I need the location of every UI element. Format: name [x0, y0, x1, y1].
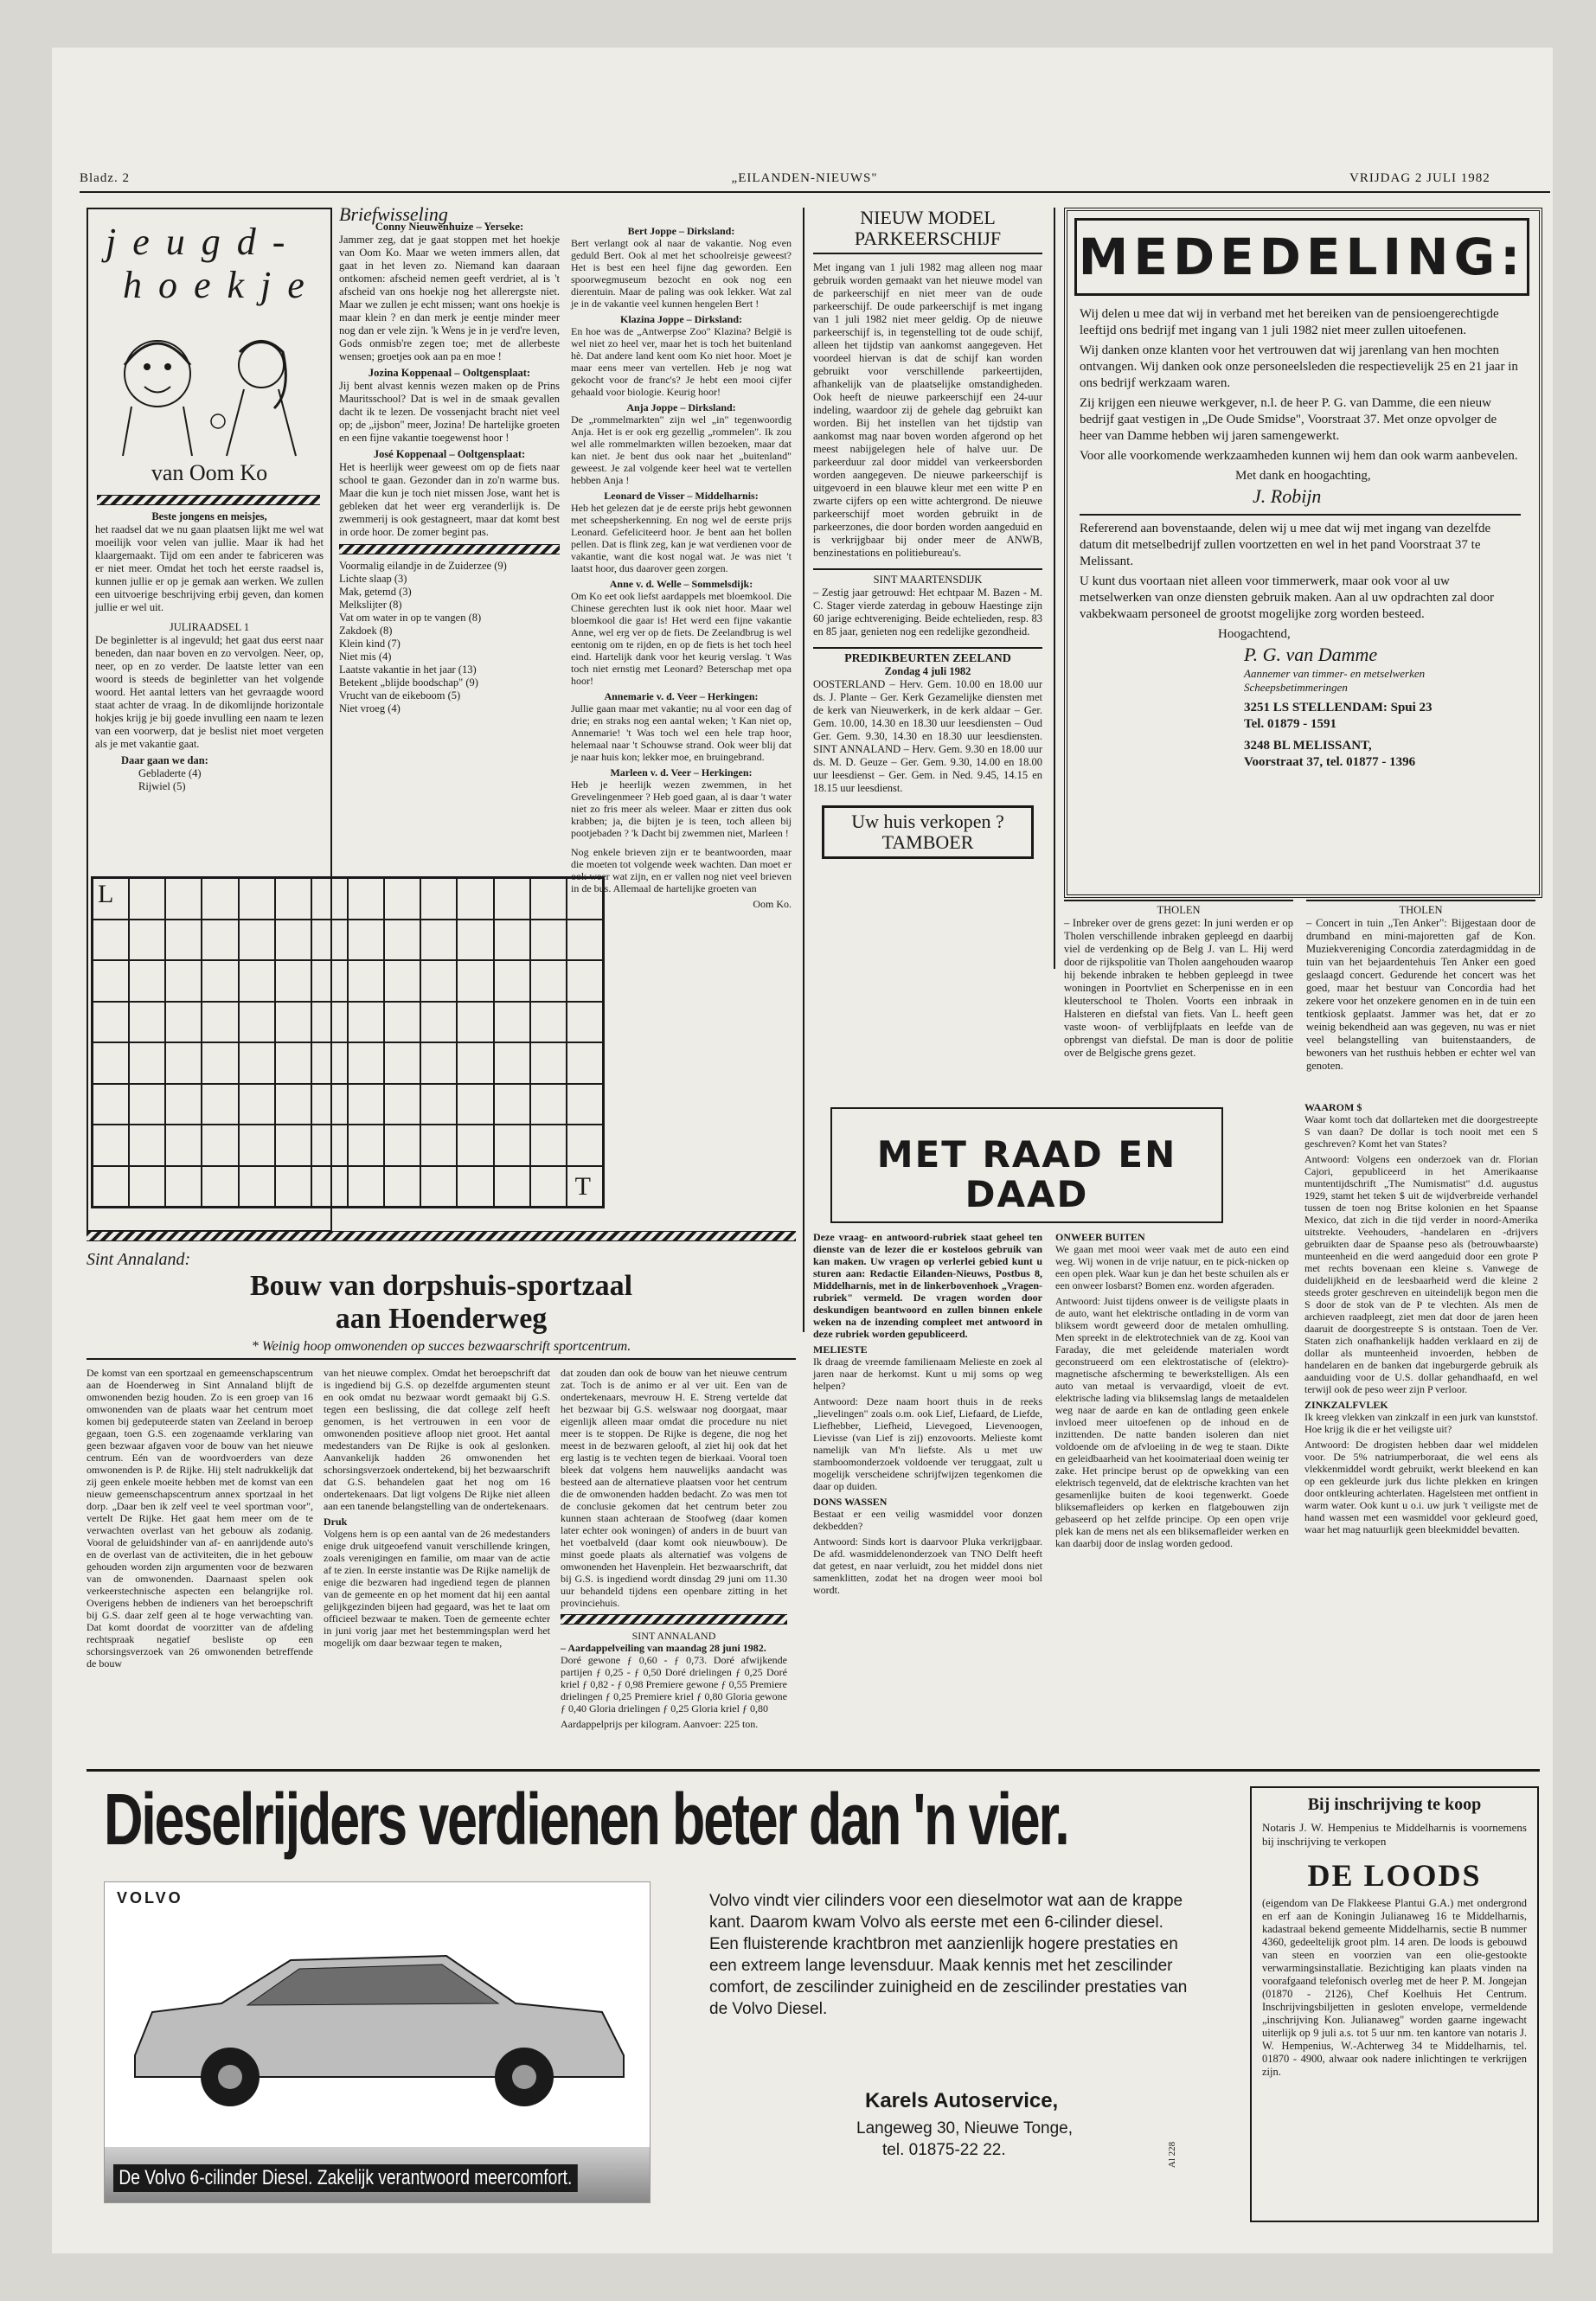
sintann-col2: [324, 1367, 550, 1734]
page-number: Bladz. 2: [80, 171, 130, 185]
briefwisseling-col1: [339, 203, 560, 715]
jeugd-intro: het raadsel dat we nu gaan plaatsen lijkt me wel wat moeilijk voor velen van jullie. Maar ik had het klaargemaakt. Tijd om een ander te fabriceren was er niet meer. Omdat het toch het eerste raadsel is, kunnen jullie er op je gemak aan werken. We zullen een uitvoerige beschrijving erbij geven, dan komen jullie er wel uit.: [95, 523, 324, 613]
sintann-col1: De komst van een sportzaal en gemeenschapscentrum aan de Hoenderweg in Sint Annaland blijft de omwonenden bezig houden. Zo is een groep van 16 omwonenden van de plaats waar het centrum moet komen bij gedeputeerde staten van Zeeland in beroep gegaan, toen G.S. een zogenaamde verklaring van geen bezwaar afgaven voor de bouw van het nieuwe centrum. Eén van de woordvoerders van deze omwonenden is P. de Rijke. Hij stelt nadrukkelijk dat zij geen enkele moeite hebben met de komst van een nieuw gemeenschapscentrum annex sportzaal in het dorp. „Daar ben ik zelf veel te veel sportman voor", vertelt De Rijke. Het gaat hem meer om de te verwachten overlast van het gebouw als zodanig. Vooral de geluidshinder van af- en aanrijdende auto's en de overlast van de activiteiten, die in het gebouw gehouden worden zijn argumenten voor de bezwaren van de omwonenden. Daarnaast spelen ook verkeerstechnische aspecten een belangrijke rol. Overigens hebben de indieners van het beroepschrift bij G.S. daar zelf geen al te hoge verwachting van. Dat komt doordat de voorzitter van de afdeling rechtspraak negatief besliste op een schorsingsverzoek van 26 omwonenden betreffende de bouw: [87, 1367, 313, 1670]
sintann-col3: [561, 1367, 787, 1734]
tholen-article-2: [1306, 900, 1535, 1076]
sintann2-sub: – Aardappelveiling van maandag 28 juni 1982.: [561, 1642, 766, 1654]
mededeling-p6: U kunt dus voortaan niet alleen voor timmerwerk, maar ook voor al uw metselwerken van onze diensten gebruik maken. Aan al uw opdrachten zal door vakbekwaam personeel de grootst mogelijke zorg worden besteed.: [1080, 574, 1494, 621]
raad-logo-text: MET RAAD EN DAAD: [876, 1133, 1177, 1215]
paper-name: „EILANDEN-NIEUWS": [731, 171, 878, 185]
clue: Vrucht van de eikeboom (5): [339, 689, 461, 702]
verkopen-line-1: Uw huis verkopen ?: [851, 811, 1004, 832]
brief-signature: Oom Ko.: [753, 898, 792, 910]
brief-head: Annemarie v. d. Veer – Herkingen:: [604, 690, 759, 702]
clue: Zakdoek (8): [339, 625, 393, 637]
brief-text-1: Jij bent alvast kennis wezen maken op de Prins Mauritsschool? Dat is wel in de smaak gevallen dacht ik te lezen. De vossenjacht bracht niet veel op; de „ijsbon" meer, Jozina! De hartelijke groeten en een fijne vakantie toegewenst hoor !: [339, 380, 560, 444]
volvo-ad: [87, 1778, 1237, 2227]
raad-a2: Antwoord: Sinds kort is daarvoor Pluka verkrijgbaar. De afd. wasmiddelenonderzoek van TNO Delft heeft dat getest, en naar verluidt, zou het middel dons niet samenklitten, zodat het na drogen weer mooi bol wordt.: [813, 1535, 1042, 1596]
raad-col2: [1055, 1231, 1289, 1553]
tholen2-title: THOLEN: [1306, 900, 1535, 917]
sintann-kicker: Sint Annaland:: [87, 1250, 191, 1269]
volvo-badge: VOLVO: [117, 1889, 183, 1907]
volvo-headline: Dieselrijders verdienen beter dan 'n vier.: [104, 1779, 1068, 1860]
brief-closing: Nog enkele brieven zijn er te beantwoorden, maar die moeten tot volgende week wachten. Dan moet er ook weer wat zijn, en er vallen nog niet veel brieven in de bus. Allemaal de hartelijke groeten van: [571, 846, 792, 894]
met-raad-en-daad-logo: [830, 1107, 1223, 1223]
brief-text-0: Jammer zeg, dat je gaat stoppen met het hoekje van Oom Ko. Maar we weten immers allen, dat gaat in het leven zo. Niemand kan daaraan ontkomen: afscheid nemen geeft verdriet, al is 't afscheid van ons hoekje nog het allerergste niet. Maar we zullen je echt missen; want ons hoekje is maar klein ? en dan merk je eentje minder meer nog dan er vele zijn. 'k Wens je in je verd're leven, Gods onmisb're zegen toe; met de allerbeste wensen; groetjes ook aan pa en moe !: [339, 234, 560, 362]
preek-title: PREDIKBEURTEN ZEELAND: [813, 647, 1042, 665]
mededeling-tel2: Voorstraat 37, tel. 01877 - 1396: [1244, 755, 1416, 769]
volvo-address: Langeweg 30, Nieuwe Tonge,: [856, 2119, 1074, 2138]
waarom-t: Waar komt toch dat dollarteken met die doorgestreepte S van daan? De dollar is toch nooit met een S geschreven? Komt het van States?: [1304, 1113, 1538, 1150]
waarom-q: WAAROM $: [1304, 1101, 1362, 1113]
mededeling-p4: Voor alle voorkomende werkzaamheden kunnen wij hem dan ook warm aanbevelen.: [1080, 449, 1518, 463]
brief-head: Leonard de Visser – Middelharnis:: [604, 490, 759, 502]
brief-head: Anne v. d. Welle – Sommelsdijk:: [609, 578, 753, 590]
brief-head-2: José Koppenaal – Ooltgensplaat:: [373, 448, 526, 460]
children-illustration: [97, 313, 322, 460]
volvo-body: Volvo vindt vier cilinders voor een dieselmotor wat aan de krappe kant. Daarom kwam Volvo als eerste met een 6-cilinder diesel. Een fluisterende krachtbron met aanzienlijk hogere prestaties en een extreem lange levensduur. Maak kennis met het zescilinder comfort, de zescilinder zuinigheid en de zescilinder prestaties van de Volvo Diesel.: [709, 1892, 1188, 2018]
jeugd-title-1: j e u g d -: [106, 221, 289, 263]
brief-text: De „rommelmarkten" zijn wel „in" tegenwoordig Anja. Het is er ook erg gezellig „rommelen". Ik zou wel alle rommelmarkten willen bezoeken, maar dat kan niet. Je bent dus ook naar het „buitenland" geweest. Je zal volgende keer heel wat te vertellen hebben Anja !: [571, 413, 792, 486]
raad-t3: We gaan met mooi weer vaak met de auto een eind weg. Wij wonen in de vrije natuur, en te pick-nicken op een open plek. Waar kun je dan het beste schuilen als er een onweer losbarst? Bomen enz. worden afgeraden.: [1055, 1243, 1289, 1292]
stmaartens-text: – Zestig jaar getrouwd: Het echtpaar M. Bazen - M. C. Stager vierde zaterdag in gebouw Haestinge zijn 60 jarige echtvereniging. Beide echtelieden, resp. 83 en 85 jaar, genieten nog een redelijke gezondheid.: [813, 586, 1042, 638]
raad-intro: Deze vraag- en antwoord-rubriek staat geheel ten dienste van de lezer die er kosteloos gebruik van kan maken. Uw vragen op verlerlei gebied kunt u sturen aan: Redactie Eilanden-Nieuws, Postbus 8, Middelharnis, met in de linkerbovenhoek „Vragen-rubriek" vermeld. De vragen worden door deskundigen beantwoord en zullen binnen enkele weken na de inzending compleet met antwoord in deze rubriek worden gepubliceerd.: [813, 1231, 1042, 1340]
daar-title: Daar gaan we dan:: [121, 754, 208, 766]
parkeer-title-2: PARKEERSCHIJF: [813, 228, 1042, 254]
column-rule: [803, 208, 804, 1332]
mededeling-sign: J. Robijn: [1253, 485, 1322, 507]
mededeling-addr2: 3248 BL MELISSANT,: [1244, 739, 1372, 753]
mededeling-tel1: Tel. 01879 - 1591: [1244, 717, 1336, 731]
raad-q2: DONS WASSEN: [813, 1496, 888, 1508]
daar-clue-1: Gebladerte (4): [138, 767, 202, 779]
sintann2-title: SINT ANNALAND: [631, 1630, 716, 1642]
sintann-c2b: Volgens hem is op een aantal van de 26 medestanders enige druk uitgeoefend vanuit verschillende kringen, zoals verenigingen en familie, om maar van de actie af te zien. In eerste instantie was De Rijke namelijk de enige die bezwaren had ingediend tegen de plannen van de gemeente en op het moment dat hij een aantal gelijkgezinden bijeen had gegaard, was het te laat om officieel bezwaar te maken. Toen de gemeente echter in juni vorig jaar met het bestemmingsplan werd het mogelijk om daar bezwaar tegen te maken,: [324, 1528, 550, 1649]
mededeling-regards: Hoogachtend,: [1218, 627, 1291, 641]
sintann-sub: * Weinig hoop omwonenden op succes bezwaarschrift sportcentrum.: [87, 1339, 796, 1360]
zigzag-divider: [339, 544, 560, 554]
volvo-car-icon: [118, 1926, 637, 2116]
raad-t1: Ik draag de vreemde familienaam Melieste en zoek al jaren naar de herkomst. Kunt u mij soms op weg helpen?: [813, 1356, 1042, 1392]
raadsel-title: JULIRAADSEL 1: [169, 621, 250, 633]
verkopen-ad[interactable]: [822, 805, 1034, 859]
zink-a: Antwoord: De drogisten hebben daar wel middelen voor. De 5% natriumperboraat, die wel eens als vlekkenmiddel wordt gebruikt, werkt bleekend en kan op een gekleurde jurk dus lichte plekken en kringen door ontkleuring achterlaten. Hagelsteen met ontfient in warm water. Ook kunt u o.i. uw jurk 't veiligste met de hand wassen met een wasmiddel voor gekleurd goed, waar het mag natuurlijk geen bleekmiddel bevatten.: [1304, 1439, 1538, 1535]
crossword-grid: [91, 876, 601, 1205]
clue: Laatste vakantie in het jaar (13): [339, 663, 477, 676]
sintannaland-article: [87, 1250, 796, 1734]
brief-head: Marleen v. d. Veer – Herkingen:: [610, 766, 753, 779]
sintann-c3: dat zouden dan ook de bouw van het nieuwe centrum zat. Toch is de animo er al ver uit. Een van de ondertekenaars, mevrouw H. E. Streng vertelde dat het bezwaar bij G.S. welswaar nog doorgaat, maar eigenlijk alleen maar omdat die procedure nu niet meer is te stoppen. De Rijke is degene, die nog het meest in de bezwaren gelooft, al ziet hij ook dat het erg lastig is te vechten tegen de bierkaai. Vooral toen bleek dat volgens hem nauwelijks aandacht was besteed aan de alternatieve plaatsen voor het centrum die de omwonenden hadden bedacht. Zo was men tot de conclusie gekomen dat het centrum beter zou kunnen staan achteraan de Stoofweg (daar komen later echter ook woningen) of anders in de buurt van het voetbalveld (daar komt ook nieuwbouw). De minst goede plaats als alternatief was volgens de omwonenden het Havenplein. Het bezwaarschrift, dat bij G.S. is ingediend wordt dinsdag 29 juni om 11.30 uur behandeld tijdens een openbare zitting in het provinciehuis.: [561, 1367, 787, 1609]
volvo-photo: [104, 1881, 651, 2203]
volvo-caption: De Volvo 6-cilinder Diesel. Zakelijk verantwoord meercomfort.: [113, 2164, 578, 2192]
brief-text: Bert verlangt ook al naar de vakantie. Nog even geduld Bert. Ook al met het schoolreisje geweest? Het is best een heel fijne dag geworden. Een spoorwegmuseum bezocht en ook nog een dierentuin. Maar de paling was ook lekker. Wat zal je in de vakantie veel kunnen hengelen Bert !: [571, 237, 792, 310]
mededeling-thanks: Met dank en hoogachting,: [1235, 469, 1371, 483]
jeugd-byline: van Oom Ko: [151, 460, 268, 485]
tholen2-text: – Concert in tuin „Ten Anker": Bijgestaan door de drumband en mini-majoretten gaf de Kon. Muziekvereniging Concordia zaterdagmiddag in de tuin van het bejaardentehuis Ten Anker een goed geslaagd concert. Gedurende het concert was het goed, maar het bestuur van Concordia had het zekere voor het onzekere genomen en in de tuin een tentkiosk geplaatst. Jammer was het, dat er zo weinig bekendheid aan was gegeven, nu was er niet veel belangstelling van buitenstaanders, de bewoners van het rusthuis hebben er echter wel van genoten.: [1306, 917, 1535, 1072]
sintann2-prices: Doré gewone ƒ 0,60 - ƒ 0,73. Doré afwijkende partijen ƒ 0,25 - ƒ 0,50 Doré drielingen ƒ 0,25 Doré kriel ƒ 0,82 - ƒ 0,98 Premiere gewone ƒ 0,55 Premiere drielingen ƒ 0,25 Premiere kriel ƒ 0,80 Gloria gewone ƒ 0,40 Gloria drielingen ƒ 0,25 Gloria kriel ƒ 0,80: [561, 1654, 787, 1715]
zigzag-divider: [87, 1231, 796, 1241]
parkeer-title-1: NIEUW MODEL: [860, 207, 996, 228]
brief-text: En hoe was de „Antwerpse Zoo" Klazina? België is wel niet zo heel ver, maar het is toch het buitenland hè. Dat andere land kent oom Ko niet hoor. Moet je maar eens meer van vertellen. Heb je nog wat gekocht voor de franc's? Je hebt een mooi cijfer gehaald voor biologie. Keurig hoor!: [571, 325, 792, 398]
sintann-c2: van het nieuwe complex. Omdat het beroepschrift dat is ingediend bij G.S. op dezelfde argumenten steunt en ook omdat nu bezwaar wordt gemaakt bij G.S. tegen een beslissing, die dat college zelf heeft genomen, is het vertrouwen in een voor de omwonenden positieve afloop niet groot. Het aantal medestanders van De Rijke is ook al geslonken. Aanvankelijk hadden 26 omwonenden het schorsingsverzoek ondertekend, bij het bezwaarschrift dat G.S. behandelen gaat het nog om 16 ondertekenaars. Dat ligt volgens De Rijke niet alleen aan een tanende belangstelling van de ondertekenaars.: [324, 1367, 550, 1512]
tholen1-title: THOLEN: [1064, 900, 1293, 917]
raad-col1: [813, 1231, 1042, 1599]
clue: Voormalig eilandje in de Zuiderzee (9): [339, 560, 507, 572]
issue-date: VRIJDAG 2 JULI 1982: [1349, 171, 1490, 185]
zigzag-divider: [561, 1614, 787, 1625]
de-loods-ad: [1250, 1786, 1539, 2222]
zink-t: Ik kreeg vlekken van zinkzalf in een jurk van kunststof. Hoe krijg ik die er het veiligste uit?: [1304, 1411, 1538, 1435]
loods-intro: Notaris J. W. Hempenius te Middelharnis is voornemens bij inschrijving te verkopen: [1262, 1821, 1527, 1848]
brief-text-2: Het is heerlijk weer geweest om op de fiets naar school te gaan. Gezonder dan in zo'n warme bus. Maar die kun je toch niet missen Jose, want het is gebleken dat het weer erg veranderlijk is. De zwemmerij is ook gestagneert, maar dat komt best in orde hoor. De zomer begint pas.: [339, 461, 560, 538]
brief-head: Anja Joppe – Dirksland:: [626, 401, 736, 413]
clue: Niet mis (4): [339, 651, 392, 663]
brief-text: Jullie gaan maar met vakantie; nu al voor een dag of drie; en straks nog een aantal weken; 't Kan niet op, Annemarie! 't Was toch wel een hele trap hoor, helemaal naar 't Schouwse strand. Ook weer blij dat je naar huis kon; lekker moe, en bruingebrand.: [571, 702, 792, 763]
mededeling-p5: Refererend aan bovenstaande, delen wij u mee dat wij met ingang van dezelfde datum dit metselbedrijf zullen voortzetten en wel in het pand Voorstraat 37 te Melissant.: [1080, 522, 1491, 568]
raad-q1: MELIESTE: [813, 1343, 868, 1356]
verkopen-line-2: TAMBOER: [881, 831, 974, 853]
raad-col3: [1304, 1101, 1538, 1539]
zink-q: ZINKZALFVLEK: [1304, 1399, 1388, 1411]
brief-text: Heb het gelezen dat je de eerste prijs hebt gewonnen met scheepsherkenning. En nog wel de eerste prijs Leonard. Gefeliciteerd hoor. Je bent aan het bollen pellen. Dat is flink zeg, kan je wat verdienen voor de vakantie, want die kost nogal wat. Je was niet 't laatst hoor, dus daarover geen zorgen.: [571, 502, 792, 574]
mededeling-role: Aannemer van timmer- en metselwerken Scheepsbetimmeringen: [1244, 667, 1426, 694]
mededeling-sign2: P. G. van Damme: [1244, 644, 1378, 665]
daar-clue-2: Rijwiel (5): [138, 780, 186, 792]
volvo-code: Al 228: [1167, 2141, 1178, 2169]
ad-section-rule: [87, 1769, 1540, 1772]
sintann-title-2: aan Hoenderweg: [335, 1303, 548, 1335]
brief-title: Briefwisseling: [339, 203, 448, 225]
brief-head: Bert Joppe – Dirksland:: [627, 225, 735, 237]
parkeerschijf-article: [813, 208, 1042, 859]
clue: Betekent „blijde boodschap" (9): [339, 676, 478, 689]
loods-title: DE LOODS: [1307, 1858, 1482, 1893]
sintann-druk: Druk: [324, 1516, 348, 1528]
clue: Melkslijter (8): [339, 599, 402, 611]
mededeling-p1: Wij delen u mee dat wij in verband met het bereiken van de pensioengerechtigde leeftijd ons bedrijf met ingang van 1 juli 1982 niet meer zullen uitoefenen.: [1080, 307, 1499, 337]
jeugd-greeting: Beste jongens en meisjes,: [151, 510, 267, 522]
brief-head: Klazina Joppe – Dirksland:: [619, 313, 743, 325]
briefwisseling-col2: [571, 225, 792, 910]
brief-text: Om Ko eet ook liefst aardappels met bloemkool. Die Chinese gerechten lust ik ook niet hoor. Maar wel bloemkool die gaar is! Het werd een fijne vakantie Anne, wel erg ver op de fiets. De Zeelandbrug is wel eentonig om te rijden, en op de fiets is het toch heel eind. Hartelijk dank voor het keurig verslag. 't Was toch niet ernstig met Leonard? Beterschap met opa hoor!: [571, 590, 792, 687]
raad-t2: Bestaat er een veilig wasmiddel voor donzen dekbedden?: [813, 1508, 1042, 1532]
clue: Vat om water in op te vangen (8): [339, 612, 482, 624]
volvo-tel: tel. 01875-22 22.: [882, 2141, 1006, 2159]
mededeling-p3: Zij krijgen een nieuwe werkgever, n.l. de heer P. G. van Damme, die een nieuw bedrijf gaat vestigen in „De Oude Smidse", Voorstraat 37. Met onze opvolger de heer van Damme hebben wij jaren samengewerkt.: [1080, 396, 1497, 443]
loods-head: Bij inschrijving te koop: [1307, 1795, 1482, 1814]
mededeling-title: MEDEDELING:: [1074, 218, 1529, 296]
brief-text: Heb je heerlijk wezen zwemmen, in het Grevelingenmeer ? Heb goed gaan, al is daar 't water niet zo fris meer als weleer. Maar er zitten dus ook krabben; ja, die bijten je is teen, toch alleen bij pootjebaden ? 'k Dacht bij zwemmen niet, Marleen !: [571, 779, 792, 839]
mededeling-box: [1064, 208, 1542, 898]
mededeling-p2: Wij danken onze klanten voor het vertrouwen dat wij jarenlang van hen mochten ontvangen. Wij danken ook onze personeelsleden die respectievelijk 25 en 21 jaar in ons bedrijf werkzaam waren.: [1080, 343, 1518, 390]
parkeer-text: Met ingang van 1 juli 1982 mag alleen nog maar gebruik worden gemaakt van het nieuwe model van de parkeerschijf en niet meer van de oude parkeerschijf. De oude parkeerschijf is met ingang van 1 juli 1982 niet meer geldig. Op de nieuwe parkeerschijf is, in tegenstelling tot de oude schijf, alleen het tijdstip van aankomst aangegeven. Het voordeel hiervan is dat de schijf kan worden gebruikt voor verschillende parkeertijden, afhankelijk van de plaatselijke omstandigheden. Ook heeft de nieuwe parkeerschijf een 24-uur indeling, waardoor zij de gehele dag gebruikt kan worden. Bij het instellen van het tijdstip van aankomst mag naar boven worden afgerond op het meest nabijgelegen hele of halve uur. De parkeerduur zal door middel van verkeersborden worden aangegeven. De nieuwe parkeerschijf is uitgevoerd in een blauwe kleur met een witte P en zwarte cijfers op een witte achtergrond. De nieuwe parkeerschijf moet worden gebruikt in de parkeerzones, die door borden worden aangeduid en is verkrijgbaar bij onder meer de ANWB, benzinestations en politiebureau's.: [813, 261, 1042, 559]
grid-end-letter: T: [574, 1172, 591, 1201]
column-rule: [1054, 208, 1055, 969]
preek-text: OOSTERLAND – Herv. Gem. 10.00 en 18.00 uur ds. J. Plante – Ger. Kerk Gezamelijke diensten met de kerk van Nieuwerkerk, in de kerk aldaar – Ger. Gem. 10.00, 14.30 en 18.30 uur leesdiensten – Oud Ger. Gem. 9.30, 14.30 en 18.30 uur leesdiensten. SINT ANNALAND – Herv. Gem. 9.30 en 18.00 uur ds. M. D. Geuze – Ger. Gem. 9.30, 14.00 en 18.00 uur leesdienst – Ger. Gem. in Ned. 9.45, 14.15 en 18.15 uur leesdienst.: [813, 678, 1042, 794]
raad-a3: Antwoord: Juist tijdens onweer is de veiligste plaats in de auto, want het elektrische ontlading in de vorm van bliksem wordt geweerd door de metalen omhulling. Men spreekt in de elektrotechniek van de zg. Kooi van Faraday, die met geleidende materialen wordt geconstrueerd om een elektrostatische of (elektro)-magnetische afscherming te bewerkstelligen. Als een auto van metaal is vervaardigd, vloeit de evt. elektrische lading via bliksemslag langs de metaaldelen weg naar de aarde en kan de ontlading geen enkele invloed meer uitoefenen op de inhoud en de inzittenden. De natte banden isoleren dan niet voldoende om de afvloeiing in de weg te staan. Dikte en geleidbaarheid van het kooimateriaal doen weinig ter zake. Het principe berust op de opwekking van een elektrisch tegenveld, dat de elektrische krachten van het gesamenlijke buiten de kooi tegenwerkt. Goede bliksemafleiders op kerken en flatgebouwen zijn gebaseerd op het zelfde principe. Op een open vrije plek kan de mens net als een bliksemafleider werken en kan daarbij door de inslag worden gedood.: [1055, 1295, 1289, 1549]
clue: Lichte slaap (3): [339, 573, 407, 585]
loods-text: (eigendom van De Flakkeese Plantui G.A.) met ondergrond en erf aan de Koningin Julianaweg 16 te Middelharnis, kadastraal bekend gemeente Middelharnis, sectie B nummer 4360, gedeeltelijk groot plm. 14 aren. De loods is gebouwd van steen en voorzien van een olie-gestookte verwarmingsinstallatie. Bezichtiging kan plaats vinden na voorafgaand telefonisch overleg met de heer P. M. Jongejan (01870 - 2126), Chef Koelhuis Het Centrum. Inschrijvingsbiljetten in gesloten envelope, vermeldende „inschrijving Kon. Julianaweg" worden gaarne ingewacht uiterlijk op 9 juli a.s. tot 5 uur nm. ten kantore van notaris J. W. Hempenius, W.-Achterweg 34 te Middelharnis, tel. 01870 - 4900, alwaar ook nadere inlichtingen te verkrijgen zijn.: [1262, 1897, 1527, 2078]
clue: Niet vroeg (4): [339, 702, 401, 715]
tholen-article-1: [1064, 900, 1293, 1063]
header-rule: [80, 191, 1550, 193]
newspaper-page: [52, 48, 1553, 2253]
raad-q3: ONWEER BUITEN: [1055, 1231, 1145, 1243]
clue: Mak, getemd (3): [339, 586, 412, 598]
clue-list: [339, 560, 560, 715]
brief-head-0: Conny Nieuwenhuize – Yerseke:: [375, 221, 524, 233]
jeugd-title-2: h o e k j e: [123, 264, 308, 306]
brief-head-1: Jozina Koppenaal – Ooltgensplaat:: [368, 367, 531, 379]
clue: Klein kind (7): [339, 638, 401, 650]
preek-sub: Zondag 4 juli 1982: [884, 665, 971, 677]
tholen1-text: – Inbreker over de grens gezet: In juni werden er op Tholen verschillende inbraken gepleegd en daarbij viel de verdenking op de Belg J. van L. Hij werd door de rijkspolitie van Tholen aangehouden waarop hij bekende inbraken te hebben gepleegd in twee woningen in Poortvliet en Scherpenisse en in een kleuterschool te Tholen. Voorts een inbraak in Halsteren en diefstal van fiets. Van L. heeft geen vaste woon- of verblijfplaats en leefde van de opbrengst van diefstal. De man is door de politie over de Belgische grens gezet.: [1064, 917, 1293, 1059]
sintann-title-1: Bouw van dorpshuis-sportzaal: [249, 1270, 633, 1302]
volvo-dealer: Karels Autoservice,: [865, 2089, 1059, 2112]
stmaartens-title: SINT MAARTENSDIJK: [813, 568, 1042, 586]
grid-start-letter: L: [98, 880, 114, 908]
raadsel-text: De beginletter is al ingevuld; het gaat dus eerst naar beneden, dan naar boven en zo vervolgen. Neer, op, neer, op en zo verder. De laatste letter van een woord is steeds de beginletter van het volgende woord. Het aantal letters van het gevraagde woord staat achter de vraag. In de dikomlijnde horizontale hokjes krijg je bij goede invulling een naam te lezen van een voorwerp, dat je beslist niet moet vergeten als je met vakantie gaat.: [95, 634, 324, 750]
zigzag-divider: [97, 495, 320, 505]
mededeling-addr1: 3251 LS STELLENDAM: Spui 23: [1244, 701, 1433, 715]
raad-a1: Antwoord: Deze naam hoort thuis in de reeks „lievelingen" zoals o.m. ook Lief, Liefaard, de Liefde, Liefhebber, Liefheid, Lievegoed, Lievenoogen, Lievisse (van Lief is zij) enzovoorts. Melieste komt namelijk van M'n liefste. Als u met uw stamboomonderzoek voldoende ver teruggaat, zult u mogelijk verscheidene schrijfwijzen tegenkomen die daar op duiden.: [813, 1395, 1042, 1492]
sintann2-foot: Aardappelprijs per kilogram. Aanvoer: 225 ton.: [561, 1718, 759, 1730]
waarom-a: Antwoord: Volgens een onderzoek van dr. Florian Cajori, gepubliceerd in het Amerikaanse muntentijdschrift „The Numismatist" d.d. augustus 1929, stamt het teken $ uit de wijdverbreide verhandel tussen de toen nog Britse kolonien en het Spaanse Mexico, dat zich in die tijd verder in noord-Amerika uitstrekte. Veehouders, -handelaren en -drijvers gebruikten daar de Spaanse peso als (betrouwbaarste) munteenheid en die werd aangeduid door een grote P met rechts bovenaan een kleine s. Vanwege de duidelijkheid en de leesbaarheid werd die kleine 2 steeds groter geschreven en uiteindelijk begon men die S door de stok van de P te vlechten. Als men de archieven raadpleegt, ziet men dat door de jaren heen daaruit de doorgestreepte S is ontstaan. Toen de Ver. Staten zich onafhankelijk hadden verklaard en zij de dollar als munteenheid invoerden, hebben de handelaren en de banken dat ingeburgerde gebruik als aanduiding voor de U.S. dollar gehandhaafd, en wel terwijl ook de peso weer zijn P verloor.: [1304, 1153, 1538, 1395]
